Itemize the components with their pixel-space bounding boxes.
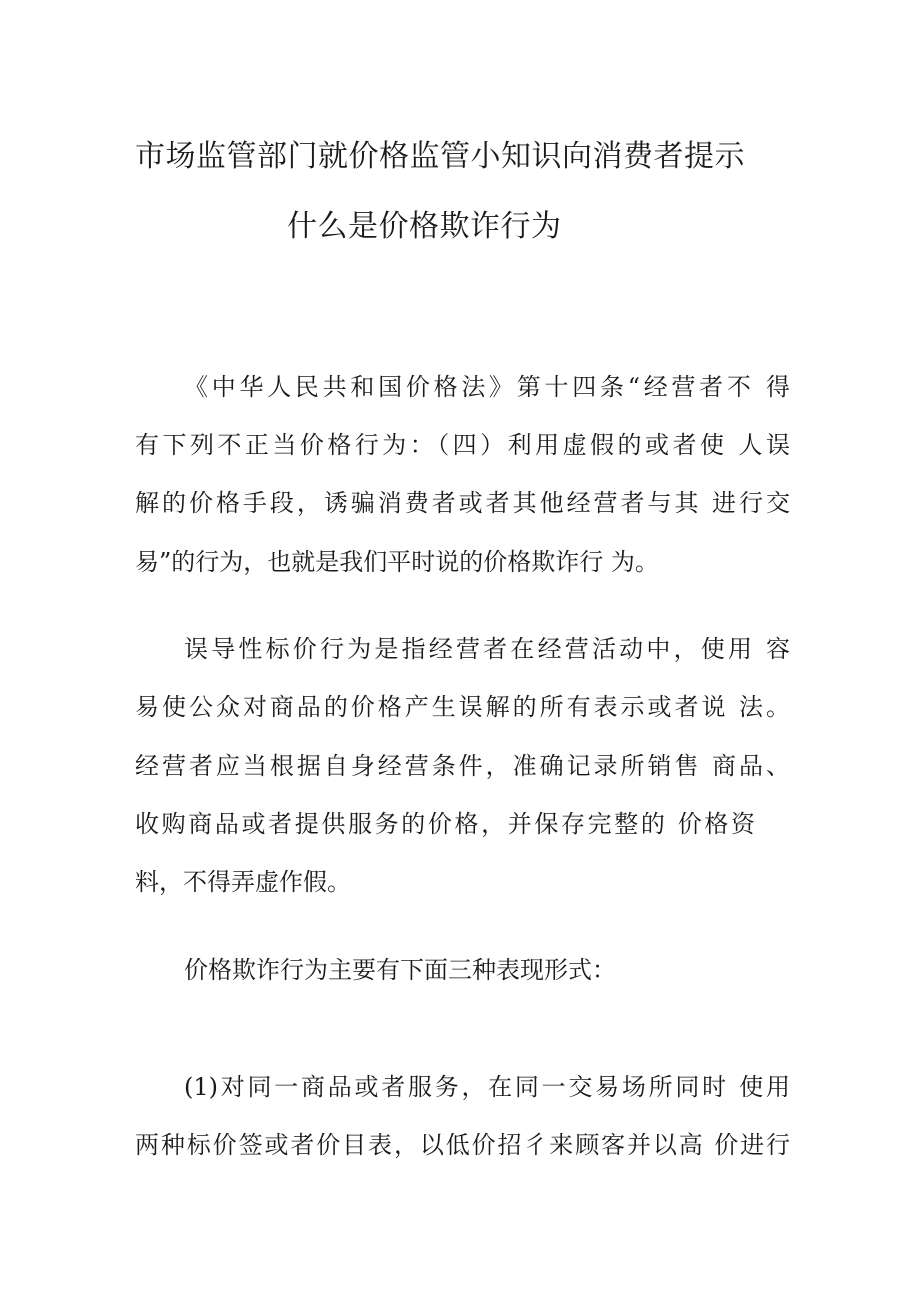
paragraph-line: 收购商品或者提供服务的价格，并保存完整的 价格资 [135,810,755,838]
paragraph-line: 误导性标价行为是指经营者在经营活动中，使用 容 [184,635,790,663]
paragraph-line: 有下列不正当价格行为：（四）利用虚假的或者使 人误 [135,431,790,459]
paragraph-line: 料，不得弄虚作假。 [135,868,351,896]
document-subtitle: 什么是价格欺诈行为 [287,209,562,244]
paragraph-line: 价格欺诈行为主要有下面三种表现形式： [184,956,616,984]
paragraph-line: 易”的行为，也就是我们平时说的价格欺诈行 为。 [135,548,659,576]
document-title: 市场监管部门就价格监管小知识向消费者提示 [135,139,745,174]
paragraph-line: 解的价格手段，诱骗消费者或者其他经营者与其 进行交 [135,489,790,517]
paragraph-line: 经营者应当根据自身经营条件，准确记录所销售 商品、 [135,752,790,780]
paragraph-line: 易使公众对商品的价格产生误解的所有表示或者说 法。 [135,693,790,721]
paragraph-line: 两种标价签或者价目表，以低价招彳来顾客并以高 价进行 [135,1131,790,1159]
paragraph-line: (1)对同一商品或者服务，在同一交易场所同时 使用 [184,1073,790,1101]
paragraph-line: 《中华人民共和国价格法》第十四条“经营者不 得 [184,373,790,401]
